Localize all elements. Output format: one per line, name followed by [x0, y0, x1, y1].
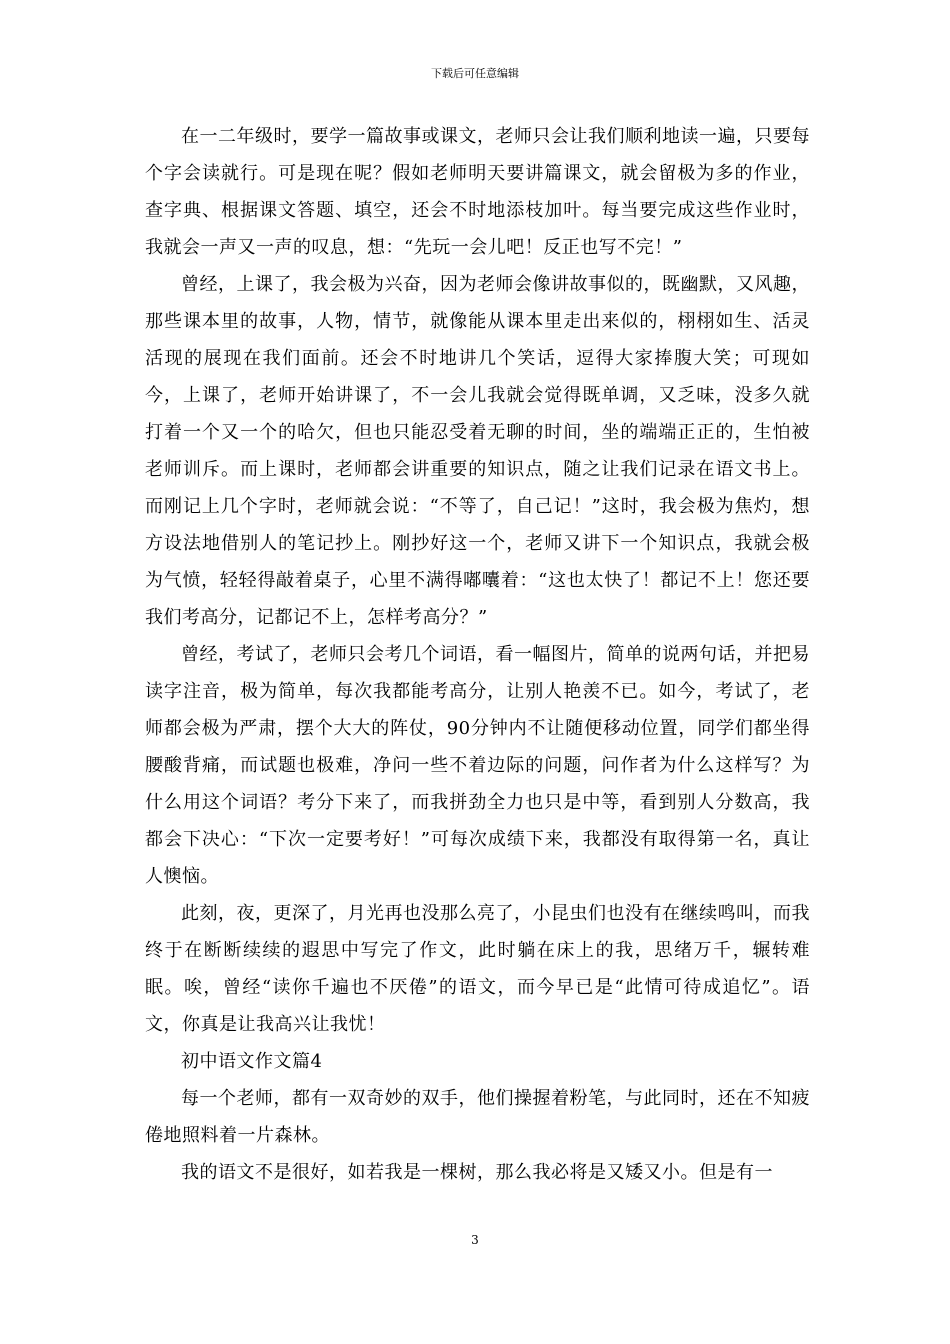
document-body — [145, 118, 810, 1191]
paragraph: 在一二年级时，要学一篇故事或课文，老师只会让我们顺利地读一遍，只要每个字会读就行。可是现在呢？假如老师明天要讲篇课文，就会留极为多的作业，查字典、根据课文答题、填空，还会不时地添枝加叶。每当要完成这些作业时，我就会一声又一声的叹息，想：“先玩一会儿吧！反正也写不完！” — [145, 126, 810, 258]
paragraph: 我的语文不是很好，如若我是一棵树，那么我必将是又矮又小。但是有一 — [181, 1162, 773, 1183]
section-heading: 初中语文作文篇4 — [181, 1051, 323, 1072]
page-header: 下载后可任意编辑 — [431, 67, 519, 80]
page-number: 3 — [471, 1233, 479, 1247]
paragraph: 曾经，上课了，我会极为兴奋，因为老师会像讲故事似的，既幽默，又风趣，那些课本里的故事，人物，情节，就像能从课本里走出来似的，栩栩如生、活灵活现的展现在我们面前。还会不时地讲几个笑话，逗得大家捧腹大笑；可现如今，上课了，老师开始讲课了，不一会儿我就会觉得既单调，又乏味，没多久就打着一个又一个的哈欠，但也只能忍受着无聊的时间，坐的端端正正的，生怕被老师训斥。而上课时，老师都会讲重要的知识点，随之让我们记录在语文书上。而刚记上几个字时，老师就会说：“不等了，自己记！”这时，我会极为焦灼，想方设法地借别人的笔记抄上。刚抄好这一个，老师又讲下一个知识点，我就会极为气愤，轻轻得敲着桌子，心里不满得嘟囔着：“这也太快了！都记不上！您还要我们考高分，记都记不上，怎样考高分？” — [145, 274, 810, 628]
paragraph: 每一个老师，都有一双奇妙的双手，他们操握着粉笔，与此同时，还在不知疲倦地照料着一片森林。 — [145, 1088, 810, 1146]
paragraph: 曾经，考试了，老师只会考几个词语，看一幅图片，简单的说两句话，并把易读字注音，极为简单，每次我都能考高分，让别人艳羡不已。如今，考试了，老师都会极为严肃，摆个大大的阵仗，90分钟内不让随便移动位置，同学们都坐得腰酸背痛，而试题也极难，净问一些不着边际的问题，问作者为什么这样写？为什么用这个词语？考分下来了，而我拼劲全力也只是中等，看到别人分数高，我都会下决心：“下次一定要考好！”可每次成绩下来，我都没有取得第一名，真让人懊恼。 — [145, 644, 810, 887]
paragraph: 此刻，夜，更深了，月光再也没那么亮了，小昆虫们也没有在继续鸣叫，而我终于在断断续续的遐思中写完了作文，此时躺在床上的我，思绪万千，辗转难眠。唉，曾经“读你千遍也不厌倦”的语文，而今早已是“此情可待成追忆”。语文，你真是让我高兴让我忧！ — [145, 903, 810, 1035]
